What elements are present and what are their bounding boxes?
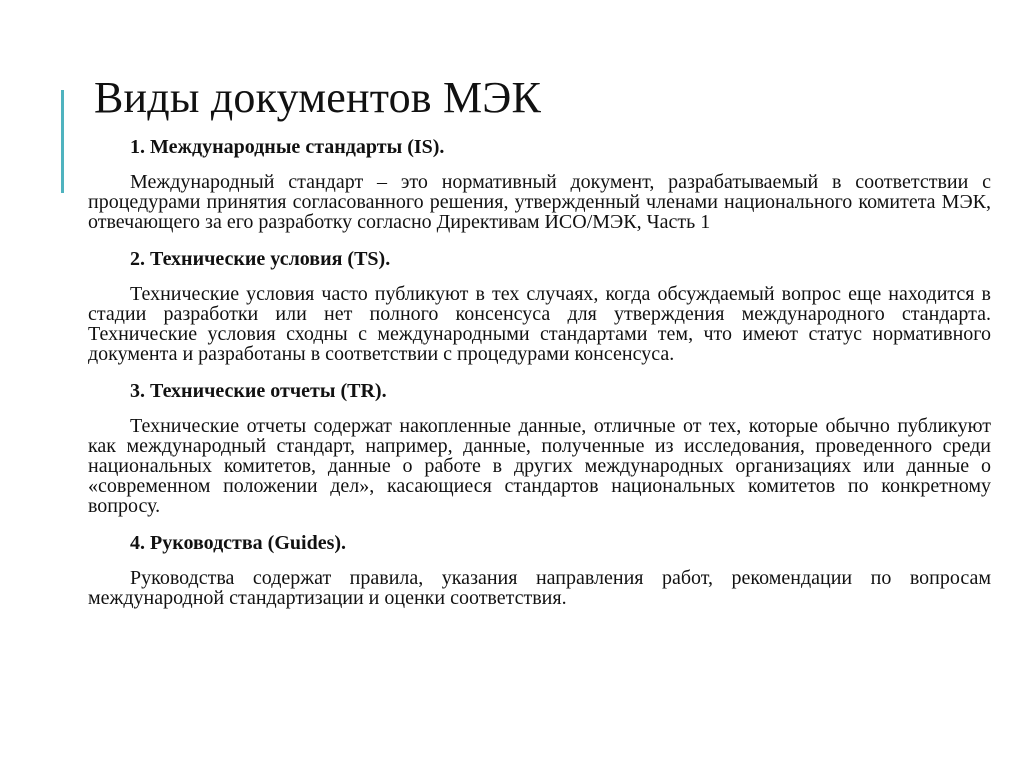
section-text: Технические отчеты содержат накопленные данные, отличные от тех, которые обычно публикуют как международный стандарт, например, данные, полученные из исследования, проведенного среди национальных комитетов, данные о работе в других международных организациях или данные о «современном положении дел», касающиеся стандартов национальных комитетов по конкретному вопросу. [88,415,991,517]
accent-bar [61,90,64,193]
section-technical-specifications [88,246,991,364]
section-text: Руководства содержат правила, указания направления работ, рекомендации по вопросам международной стандартизации и оценки соответствия. [88,567,991,609]
section-heading: 4. Руководства (Guides). [130,532,347,554]
slide-title: Виды документов МЭК [94,73,542,122]
section-guides [88,530,991,608]
section-technical-reports [88,378,991,516]
section-text: Технические условия часто публикуют в тех случаях, когда обсуждаемый вопрос еще находится в стадии разработки или нет полного консенсуса для утверждения международного стандарта. Технические условия сходны с международными стандартами тем, что имеют статус нормативного документа и разработаны в соответствии с процедурами консенсуса. [88,283,991,365]
section-heading: 1. Международные стандарты (IS). [130,136,445,158]
section-heading: 3. Технические отчеты (TR). [130,380,387,402]
section-international-standards [88,134,991,232]
section-heading: 2. Технические условия (TS). [130,248,391,270]
section-text: Международный стандарт – это нормативный документ, разрабатываемый в соответствии с процедурами принятия согласованного решения, утвержденный членами национального комитета МЭК, отвечающего за его разработку согласно Директивам ИСО/МЭК, Часть 1 [88,171,991,233]
slide-content [88,134,991,622]
